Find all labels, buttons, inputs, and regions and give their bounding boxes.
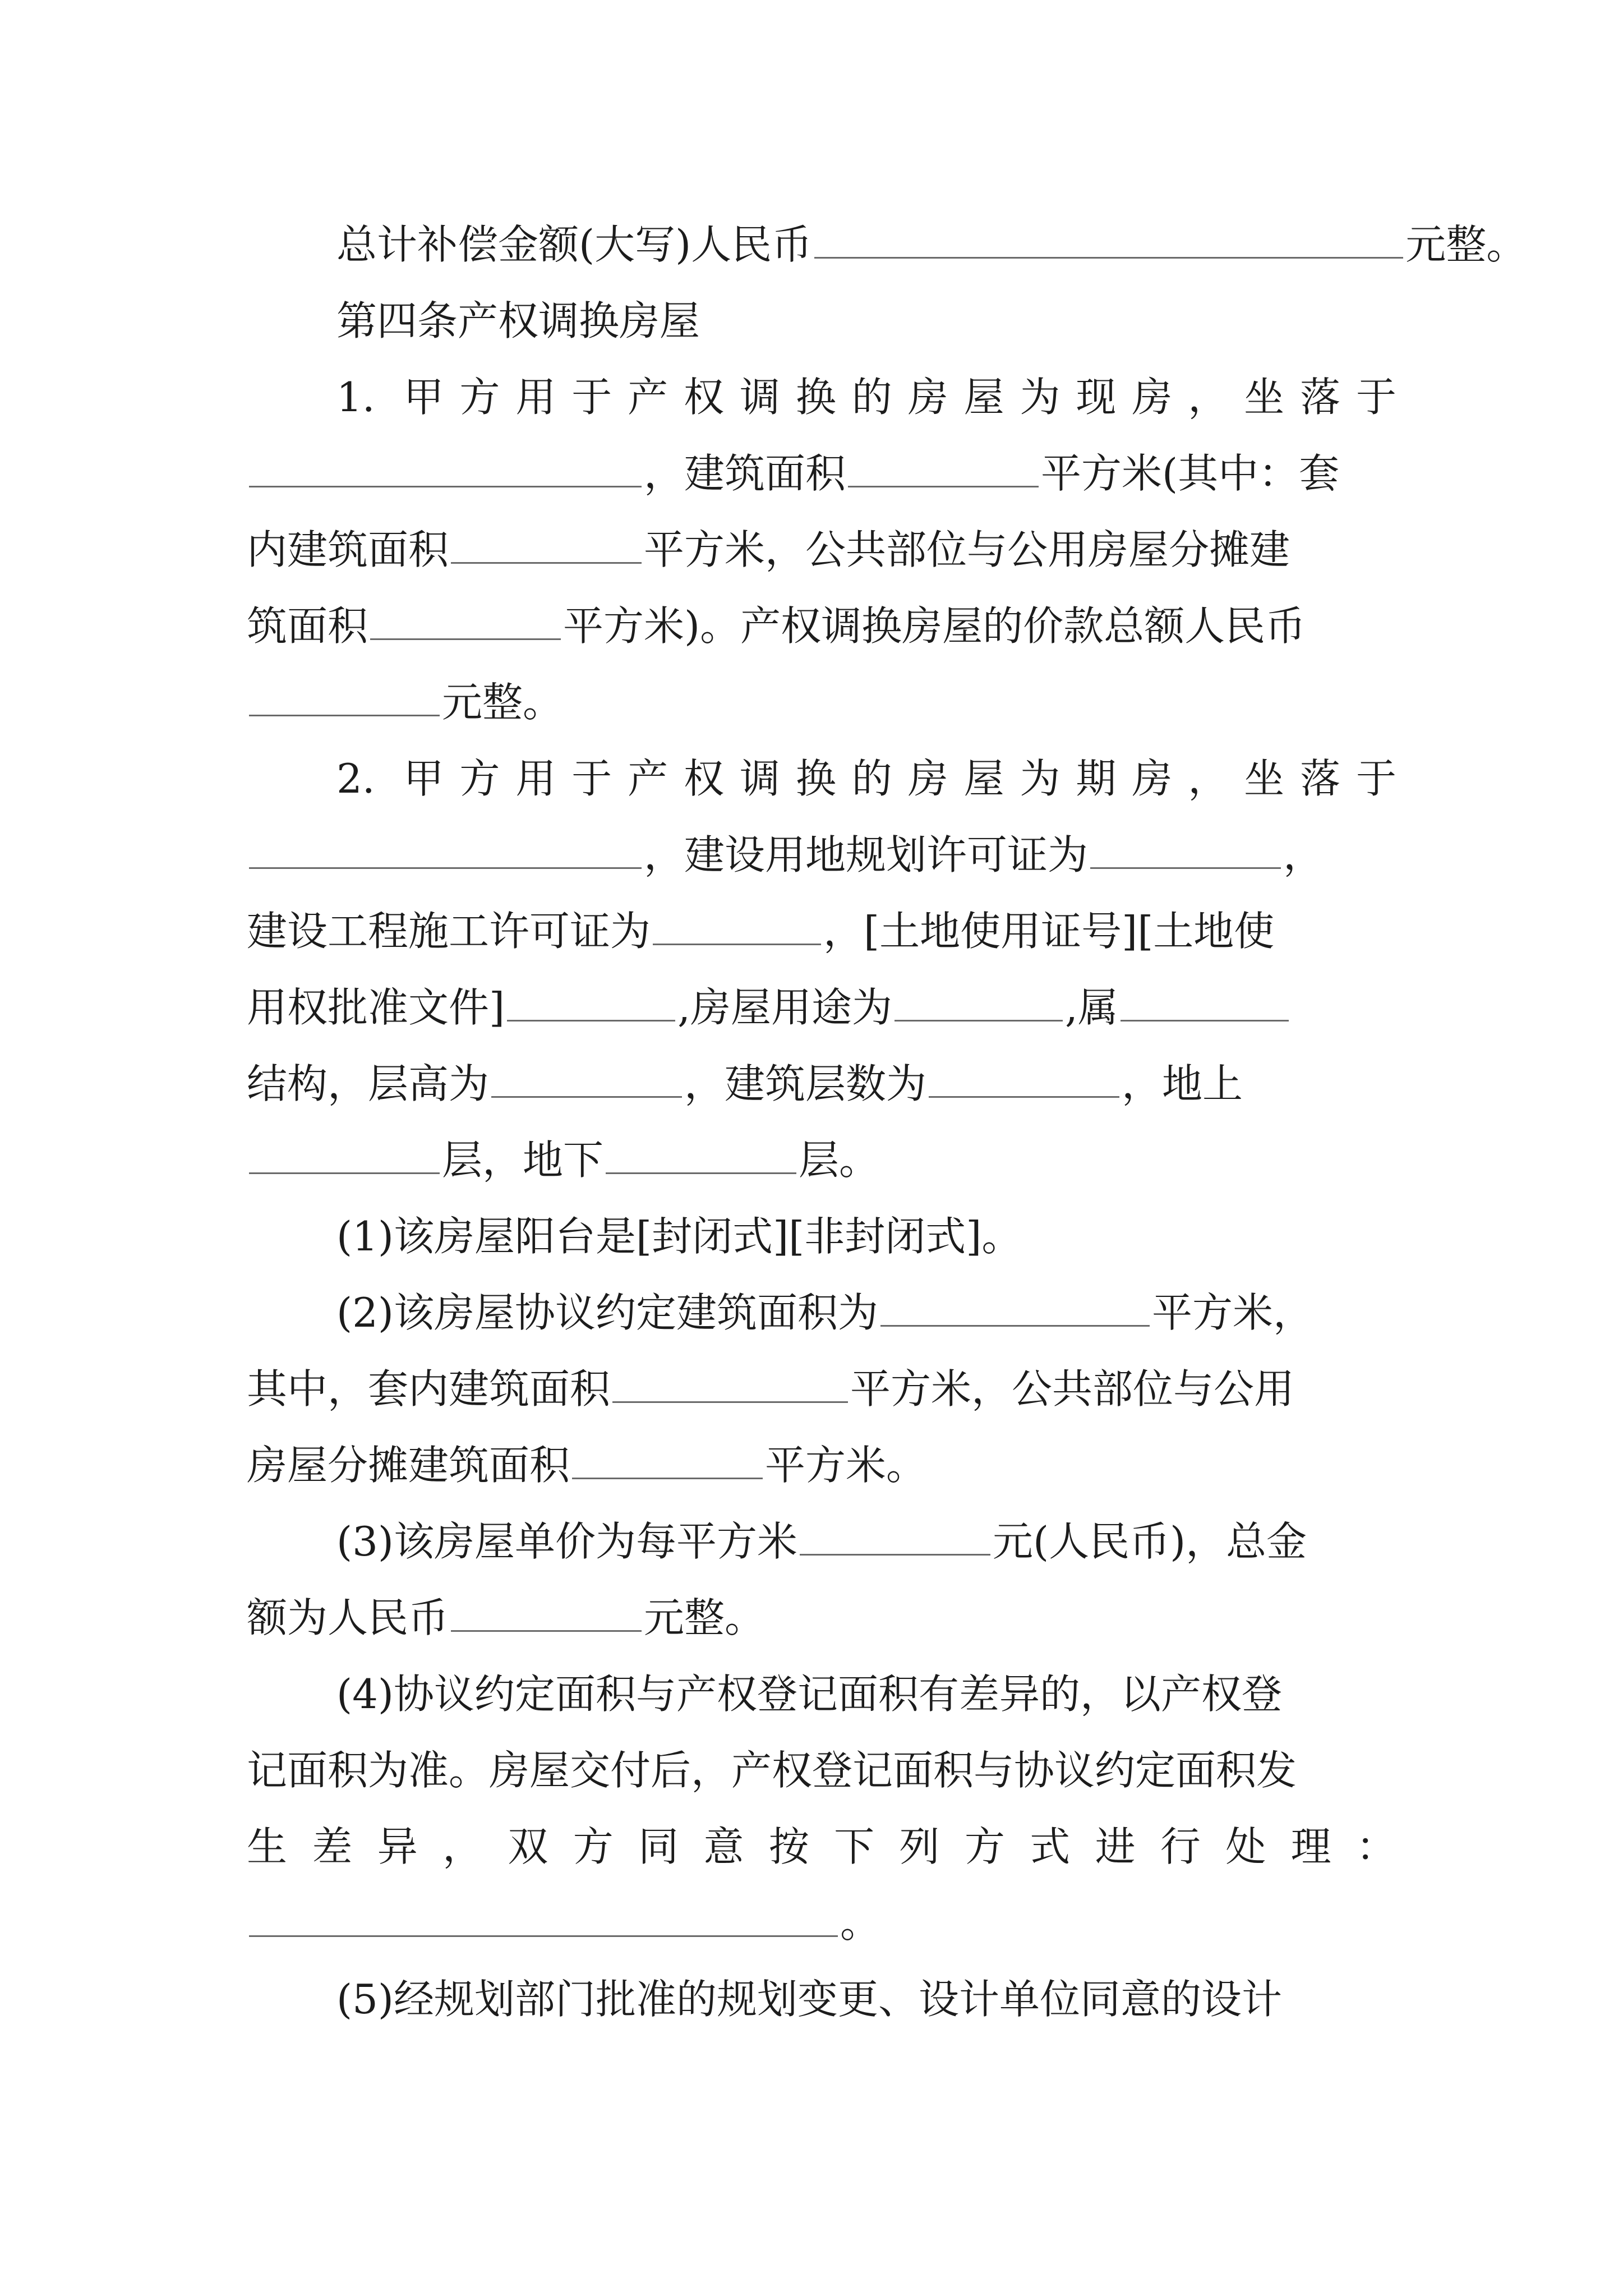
text: 房屋分摊建筑面积 bbox=[247, 1442, 570, 1489]
line-11 bbox=[247, 969, 1396, 1046]
blank-field[interactable] bbox=[507, 981, 675, 1022]
line-1 bbox=[247, 206, 1527, 283]
text: 平方米。 bbox=[765, 1442, 927, 1489]
text: 平方米，公共部位与公用 bbox=[850, 1365, 1295, 1412]
text: 元整。 bbox=[1405, 221, 1527, 268]
line-4 bbox=[247, 435, 1396, 512]
text: 生差异，双方同意按下列方式进行处理： bbox=[247, 1823, 1396, 1870]
blank-field[interactable] bbox=[249, 1896, 838, 1937]
text: ,属 bbox=[1064, 984, 1118, 1031]
text: 2. 甲方用于产权调换的房屋为期房，坐落于 bbox=[336, 755, 1396, 802]
line-20 bbox=[247, 1656, 1396, 1732]
line-18 bbox=[247, 1503, 1396, 1580]
blank-field[interactable] bbox=[800, 1515, 990, 1556]
blank-field[interactable] bbox=[451, 523, 642, 564]
blank-field[interactable] bbox=[929, 1057, 1119, 1098]
line-16 bbox=[247, 1351, 1396, 1427]
line-2 bbox=[247, 283, 1396, 359]
text: 筑面积 bbox=[247, 602, 368, 650]
text: (3)该房屋单价为每平方米 bbox=[336, 1518, 797, 1565]
line-10 bbox=[247, 893, 1396, 969]
text: ，建筑面积 bbox=[644, 450, 846, 497]
blank-field[interactable] bbox=[1121, 981, 1289, 1022]
text: 平方米)。产权调换房屋的价款总额人民币 bbox=[563, 602, 1306, 650]
line-22 bbox=[247, 1809, 1396, 1885]
blank-field[interactable] bbox=[249, 828, 642, 869]
text: 元(人民币)，总金 bbox=[993, 1518, 1307, 1565]
text: ,房屋用途为 bbox=[677, 984, 892, 1031]
text: 额为人民币 bbox=[247, 1594, 449, 1641]
text: (2)该房屋协议约定建筑面积为 bbox=[336, 1289, 878, 1336]
line-8 bbox=[247, 740, 1396, 817]
blank-field[interactable] bbox=[848, 447, 1039, 487]
line-5 bbox=[247, 512, 1396, 588]
blank-field[interactable] bbox=[606, 1133, 796, 1174]
blank-field[interactable] bbox=[880, 1286, 1150, 1327]
blank-field[interactable] bbox=[895, 981, 1063, 1022]
line-15 bbox=[247, 1274, 1396, 1351]
blank-field[interactable] bbox=[653, 904, 821, 945]
blank-field[interactable] bbox=[1090, 828, 1281, 869]
text: 元整。 bbox=[644, 1594, 766, 1641]
blank-field[interactable] bbox=[370, 599, 561, 640]
text: 平方米，公共部位与公用房屋分摊建 bbox=[644, 526, 1290, 573]
text: 其中，套内建筑面积 bbox=[247, 1365, 611, 1412]
text: 平方米， bbox=[1152, 1289, 1314, 1336]
text: 记面积为准。房屋交付后，产权登记面积与协议约定面积发 bbox=[247, 1747, 1297, 1794]
text: 平方米(其中：套 bbox=[1041, 450, 1340, 497]
text: ，建设用地规划许可证为 bbox=[644, 831, 1089, 878]
text: 层，地下 bbox=[442, 1137, 604, 1184]
blank-field[interactable] bbox=[249, 675, 440, 716]
text: 建设工程施工许可证为 bbox=[247, 908, 651, 955]
line-12 bbox=[247, 1046, 1396, 1122]
blank-field[interactable] bbox=[451, 1591, 642, 1632]
line-19 bbox=[247, 1580, 1396, 1656]
text: 元整。 bbox=[442, 679, 564, 726]
text: (5)经规划部门批准的规划变更、设计单位同意的设计 bbox=[336, 1976, 1282, 2023]
text: (4)协议约定面积与产权登记面积有差异的，以产权登 bbox=[336, 1671, 1282, 1718]
line-17 bbox=[247, 1427, 1396, 1503]
line-13 bbox=[247, 1122, 1396, 1198]
text: 总计补偿金额(大写)人民币 bbox=[336, 221, 813, 268]
line-21 bbox=[247, 1732, 1396, 1809]
line-23 bbox=[247, 1885, 1396, 1961]
text: 1. 甲方用于产权调换的房屋为现房，坐落于 bbox=[336, 374, 1396, 421]
text: 层。 bbox=[799, 1137, 880, 1184]
text: 内建筑面积 bbox=[247, 526, 449, 573]
line-6 bbox=[247, 588, 1396, 664]
text: (1)该房屋阳台是[封闭式][非封闭式]。 bbox=[336, 1213, 1022, 1260]
text: ，地上 bbox=[1122, 1060, 1243, 1107]
blank-field[interactable] bbox=[491, 1057, 682, 1098]
text: ， bbox=[1283, 831, 1324, 878]
blank-field[interactable] bbox=[249, 447, 642, 487]
blank-field[interactable] bbox=[249, 1133, 440, 1174]
line-9 bbox=[247, 817, 1396, 893]
line-24 bbox=[247, 1961, 1396, 2037]
text: ，建筑层数为 bbox=[684, 1060, 927, 1107]
text: 。 bbox=[840, 1899, 881, 1947]
line-3 bbox=[247, 359, 1396, 435]
text: ，[土地使用证号][土地使 bbox=[823, 908, 1275, 955]
text: 用权批准文件] bbox=[247, 984, 505, 1031]
text: 结构，层高为 bbox=[247, 1060, 490, 1107]
line-14 bbox=[247, 1198, 1396, 1274]
line-7 bbox=[247, 664, 1396, 740]
article-heading: 第四条产权调换房屋 bbox=[336, 297, 700, 344]
blank-field[interactable] bbox=[612, 1362, 848, 1403]
blank-field[interactable] bbox=[814, 218, 1403, 259]
blank-field[interactable] bbox=[572, 1438, 763, 1479]
